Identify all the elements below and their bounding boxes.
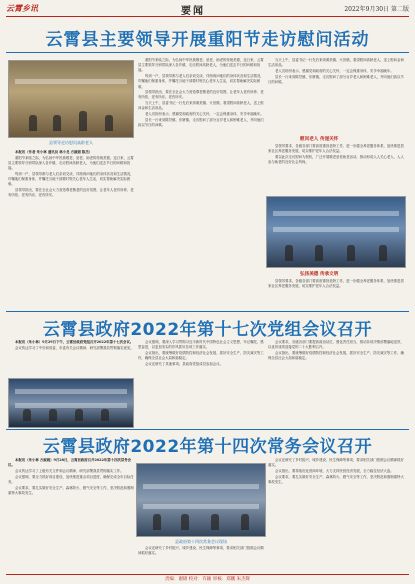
section-title: 要闻 xyxy=(181,6,205,17)
article1-col-right-mid xyxy=(268,144,406,192)
divider xyxy=(6,311,409,312)
divider xyxy=(6,52,409,53)
article1-subhead-1: 慰问老人 传递关怀 xyxy=(300,137,339,142)
article1-subhead-2: 弘扬美德 传承文明 xyxy=(300,272,339,277)
divider xyxy=(6,429,409,430)
article1-lead: 本报讯（作者 朱小林 通讯员 林小龙 方淑娟 陈杰） xyxy=(15,150,93,154)
article1-col-right-bottom xyxy=(268,279,406,309)
article1-paragraph: 老人们纷纷表示，感谢党和政府的关心关怀，一定会保重身体，安享幸福晚年。 xyxy=(275,68,394,73)
article3-photo xyxy=(136,463,266,537)
article2-paragraph: 会议传达学习了中央和省委、市委有关会议精神，研究部署我县贯彻落实意见。 xyxy=(15,345,134,350)
article1-paragraph: 要以此次走访慰问为契机，广泛开展敬老爱老助老活动，推动形成人人关心老人、人人参与助老的良好社会风尚。 xyxy=(268,154,404,165)
article3-paragraph: 会议还研究了乡村振兴、城乡建设、民生保障等事项，要求相关部门按照会议精神抓好落实。 xyxy=(138,546,264,556)
article1-paragraph: 每到一户，县领导都与老人们亲切交谈，详细询问他们的身体状况和生活情况，叮嘱他们保重身体，并嘱托当地干部要时刻关心老年人生活，切实帮助解决实际困难。 xyxy=(8,171,134,187)
article3-paragraph: 会议还研究了乡村振兴、城乡建设、民生保障等事项，要求相关部门按照会议精神抓好落实。 xyxy=(268,458,404,468)
article2-headline: 云霄县政府2022年第十七次党组会议召开 xyxy=(42,320,373,340)
article1-paragraph: 县长一行来到陈岱镇、东厦镇，走访慰问了部分百岁老人和困难老人，并向他们致以节日的问候。 xyxy=(138,117,264,127)
article1-paragraph: 当天上午，县委书记一行先后来到莆美镇、火田镇，看望慰问高龄老人，送上慰问金和生活用品。 xyxy=(138,101,264,111)
article1-paragraph: 县领导要求，各级各部门要高度重视老龄工作，进一步健全养老服务体系，加快推进居家社区养老服务发展，切实维护老年人合法权益。 xyxy=(268,279,404,289)
article2-paragraph: 会议指出，要统筹做好疫情防控和经济社会发展，抓好安全生产、防灾减灾等工作，确保全县社会大局和谐稳定。 xyxy=(138,350,264,361)
article2-lead: 本报讯（朱小林）9月29日下午，云霄县政府党组召开2022年第十七次会议。 xyxy=(15,340,134,344)
article1-col-left xyxy=(8,150,134,308)
article2-paragraph: 会议还研究了其他事项。县政府党组成员参加会议。 xyxy=(145,361,223,366)
article3-photo-caption: 县政府第十四次常务会议现场 xyxy=(175,539,227,544)
article3-headline: 云霄县政府2022年第十四次常务会议召开 xyxy=(42,437,373,457)
article3-paragraph: 会议要求，要扎实做好安全生产、森林防火、燃气安全等工作，坚决防范和遏制重特大事故发生。 xyxy=(8,485,134,495)
article3-col-left xyxy=(8,458,134,570)
article2-col-left xyxy=(8,340,134,376)
article3-paragraph: 会议传达学习了上级有关文件和会议精神，研究部署我县贯彻落实工作。 xyxy=(15,468,124,473)
article1-paragraph: 县长一行来到陈岱镇、东厦镇，走访慰问了部分百岁老人和困难老人，并向他们致以节日的问候。 xyxy=(268,74,404,84)
article1-col-right-top xyxy=(268,58,406,132)
article1-paragraph: 老人们纷纷表示，感谢党和政府的关心关怀，一定会保重身体，安享幸福晚年。 xyxy=(145,112,264,117)
paper-name: 云霄乡讯 xyxy=(6,3,38,13)
article1-paragraph: 县领导指出，要在全社会大力营造尊老敬老的良好氛围，让老年人老有所养、老有所依、老有所乐、老有所安。 xyxy=(8,187,134,198)
page-footer: 责编：谢锦 校对：许颖 审核：郑鹏 朱杰辉 xyxy=(6,574,409,582)
article1-paragraph: 县领导要求，各级各部门要高度重视老龄工作，进一步健全养老服务体系，加快推进居家社区养老服务发展，切实维护老年人合法权益。 xyxy=(268,144,404,154)
article3-paragraph: 会议要求，要扎实做好安全生产、森林防火、燃气安全等工作，坚决防范和遏制重特大事故发生。 xyxy=(268,474,404,484)
article3-paragraph: 会议强调，要全力抓好项目建设，加快推进重点项目进度，确保完成全年目标任务。 xyxy=(8,474,134,484)
article2-paragraph: 会议指出，要统筹做好疫情防控和经济社会发展，抓好安全生产、防灾减灾等工作，确保全县社会大局和谐稳定。 xyxy=(268,350,404,361)
article3-paragraph: 会议指出，要持续优化营商环境，大力支持民营经济发展，全力稳住经济大盘。 xyxy=(275,468,394,473)
article1-paragraph: 重阳节来临之际，为弘扬中华民族敬老、爱老、助老的传统美德，连日来，云霄县主要领导分别带队深入各乡镇，走访慰问高龄老人，为他们送去节日的问候和祝福。 xyxy=(138,58,264,73)
article1-headline: 云霄县主要领导开展重阳节走访慰问活动 xyxy=(45,30,370,50)
article1-photo xyxy=(8,60,134,138)
date-page: 2022年9月30日 第二版 xyxy=(344,6,409,13)
article1-paragraph: 每到一户，县领导都与老人们亲切交谈，详细询问他们的身体状况和生活情况，叮嘱他们保重身体，并嘱托当地干部要时刻关心老年人生活，切实帮助解决实际困难。 xyxy=(138,74,264,89)
article2-col-middle xyxy=(138,340,264,428)
article1-photo-caption: 县领导走访慰问高龄老人 xyxy=(49,140,93,145)
article2-photo xyxy=(8,378,134,428)
article3-col-middle xyxy=(138,546,264,572)
article1-paragraph: 当天上午，县委书记一行先后来到莆美镇、火田镇，看望慰问高龄老人，送上慰问金和生活用品。 xyxy=(268,58,404,68)
article1-col-middle xyxy=(138,58,264,308)
article3-lead: 本报讯（朱小林 方淑娟）9月28日，云霄县政府召开2022年第十四次常务会议。 xyxy=(8,458,132,468)
article2-paragraph: 会议要求，各级各部门要提高政治站位，强化责任担当，推动各项决策部署落地见效，以优异成绩迎接党的二十大胜利召开。 xyxy=(268,340,404,350)
article3-col-right xyxy=(268,458,406,572)
article1-paragraph: 重阳节来临之际，为弘扬中华民族敬老、爱老、助老的传统美德，连日来，云霄县主要领导分别带队深入各乡镇，走访慰问高龄老人，为他们送去节日的问候和祝福。 xyxy=(8,155,134,171)
article2-paragraph: 会议强调，要深入学习贯彻习近平新时代中国特色社会主义思想，牢记嘱托、感恩奋进，以更加务实的作风抓好各项工作落实。 xyxy=(138,340,264,350)
article1-photo-2 xyxy=(266,196,406,268)
masthead xyxy=(6,3,409,17)
article1-paragraph: 县领导指出，要在全社会大力营造尊老敬老的良好氛围，让老年人老有所养、老有所依、老有所乐、老有所安。 xyxy=(138,90,264,100)
article2-col-right xyxy=(268,340,406,428)
